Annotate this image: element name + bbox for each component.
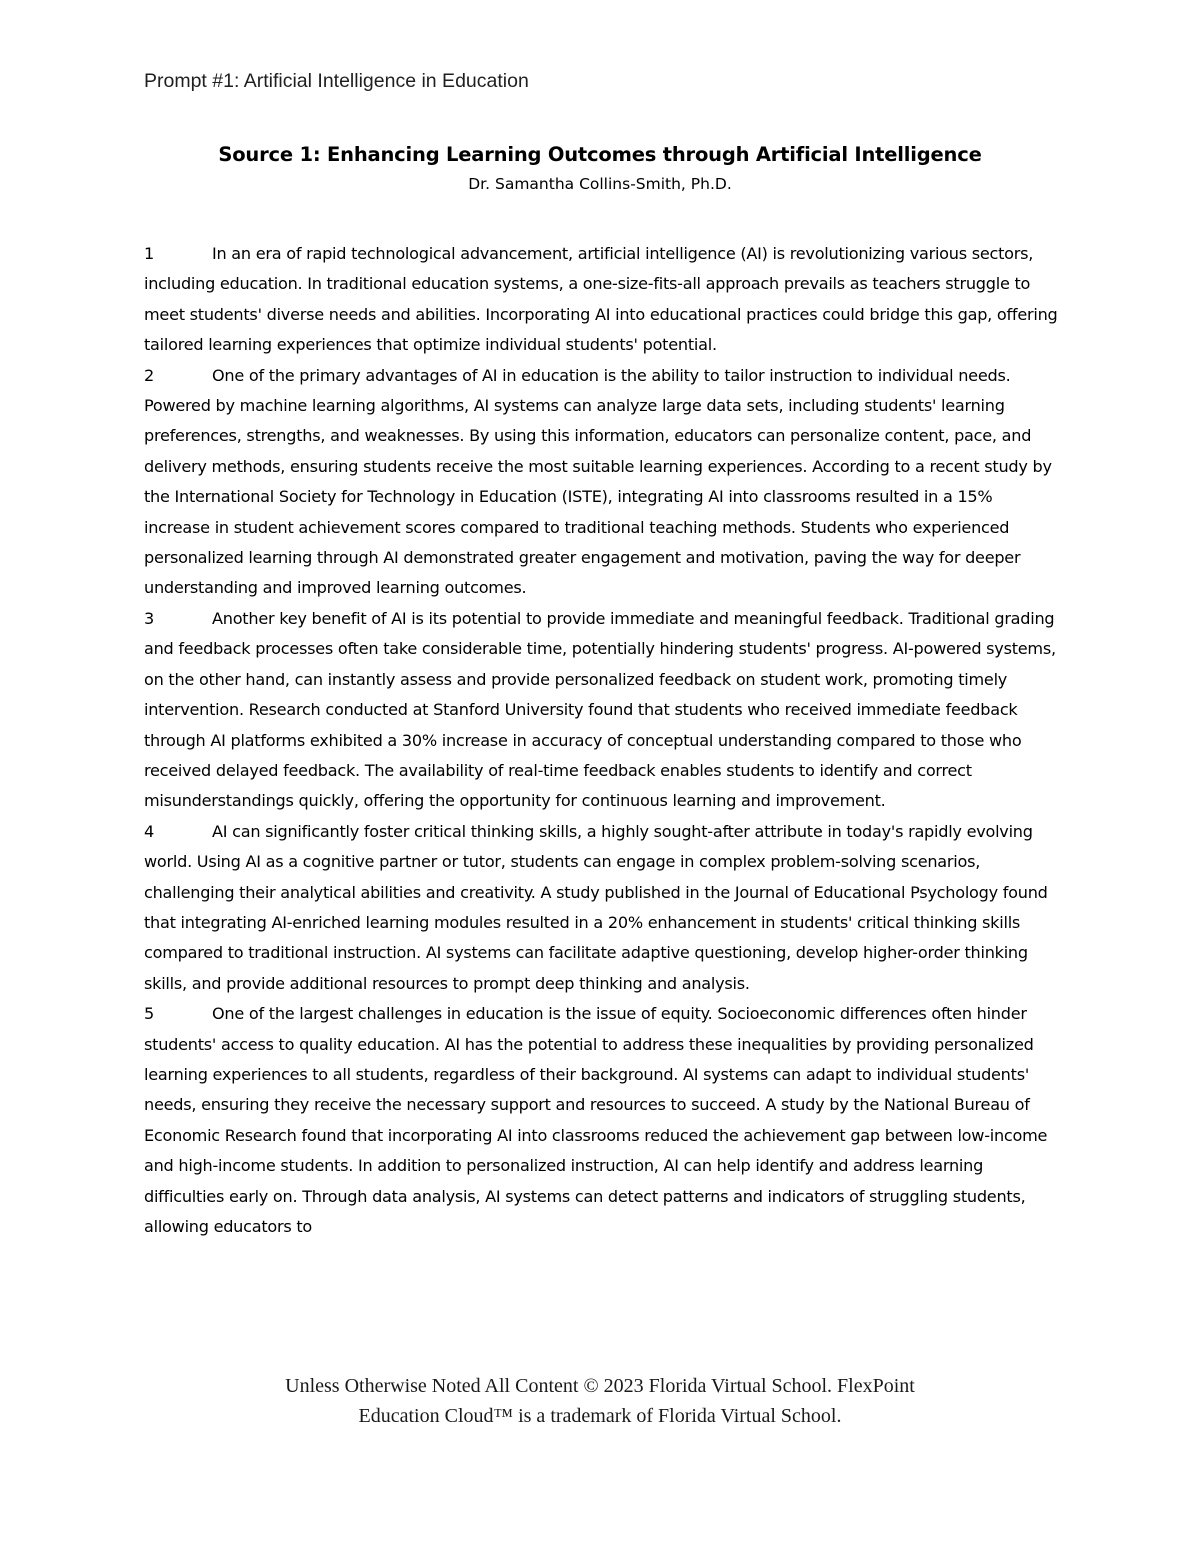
paragraph-1 [144,239,1062,361]
paragraph-number: 3 [144,608,154,628]
source-heading [144,143,1056,193]
page-header: Prompt #1: Artificial Intelligence in Education [144,70,529,92]
paragraph-text: One of the largest challenges in education is the issue of equity. Socioeconomic differences often hinder students' access to quality education. AI has the potential to address these inequalities by providing personalized learning experiences to all students, regardless of their background. AI systems can adapt to individual students' needs, ensuring they receive the necessary support and resources to succeed. A study by the National Bureau of Economic Research found that incorporating AI into classrooms reduced the achievement gap between low-income and high-income students. In addition to personalized instruction, AI can help identify and address learning difficulties early on. Through data analysis, AI systems can detect patterns and indicators of struggling students, allowing educators to [144,1004,1048,1236]
paragraph-number: 4 [144,821,154,841]
footer-line-1: Unless Otherwise Noted All Content © 2023 Florida Virtual School. FlexPoint [285,1375,915,1397]
paragraph-3 [144,604,1062,817]
paragraph-5 [144,999,1062,1242]
paragraph-text: In an era of rapid technological advancement, artificial intelligence (AI) is revolutionizing various sectors, including education. In traditional education systems, a one-size-fits-all approach prevails as teachers struggle to meet students' diverse needs and abilities. Incorporating AI into educational practices could bridge this gap, offering tailored learning experiences that optimize individual students' potential. [144,244,1058,355]
paragraph-number: 1 [144,244,154,263]
paragraph-2 [144,361,1062,604]
paragraph-text: AI can significantly foster critical thinking skills, a highly sought-after attribute in today's rapidly evolving world. Using AI as a cognitive partner or tutor, students can engage in complex problem-solving scenarios, challenging their analytical abilities and creativity. A study published in the Journal of Educational Psychology found that integrating AI-enriched learning modules resulted in a 20% enhancement in students' critical thinking skills compared to traditional instruction. AI systems can facilitate adaptive questioning, develop higher-order thinking skills, and provide additional resources to prompt deep thinking and analysis. [144,821,1048,993]
paragraph-text: Another key benefit of AI is its potential to provide immediate and meaningful feedback. Traditional grading and feedback processes often take considerable time, potentially hindering students' progress. AI-powered systems, on the other hand, can instantly assess and provide personalized feedback on student work, promoting timely intervention. Research conducted at Stanford University found that students who received immediate feedback through AI platforms exhibited a 30% increase in accuracy of conceptual understanding compared to those who received delayed feedback. The availability of real-time feedback enables students to identify and correct misunderstandings quickly, offering the opportunity for continuous learning and improvement. [144,608,1056,811]
copyright-footer [144,1371,1056,1431]
paragraph-number: 5 [144,1004,154,1024]
footer-line-2: Education Cloud™ is a trademark of Florida Virtual School. [358,1405,842,1427]
paragraph-text: One of the primary advantages of AI in education is the ability to tailor instruction to individual needs. Powered by machine learning algorithms, AI systems can analyze large data sets, including students' learning preferences, strengths, and weaknesses. By using this information, educators can personalize content, pace, and delivery methods, ensuring students receive the most suitable learning experiences. According to a recent study by the International Society for Technology in Education (ISTE), integrating AI into classrooms resulted in a 15% increase in student achievement scores compared to traditional teaching methods. Students who experienced personalized learning through AI demonstrated greater engagement and motivation, paving the way for deeper understanding and improved learning outcomes. [144,365,1052,598]
document-body [144,239,1062,1242]
source-title: Source 1: Enhancing Learning Outcomes through Artificial Intelligence [218,143,982,166]
paragraph-number: 2 [144,365,154,385]
source-author: Dr. Samantha Collins-Smith, Ph.D. [468,175,732,193]
paragraph-4 [144,817,1062,999]
